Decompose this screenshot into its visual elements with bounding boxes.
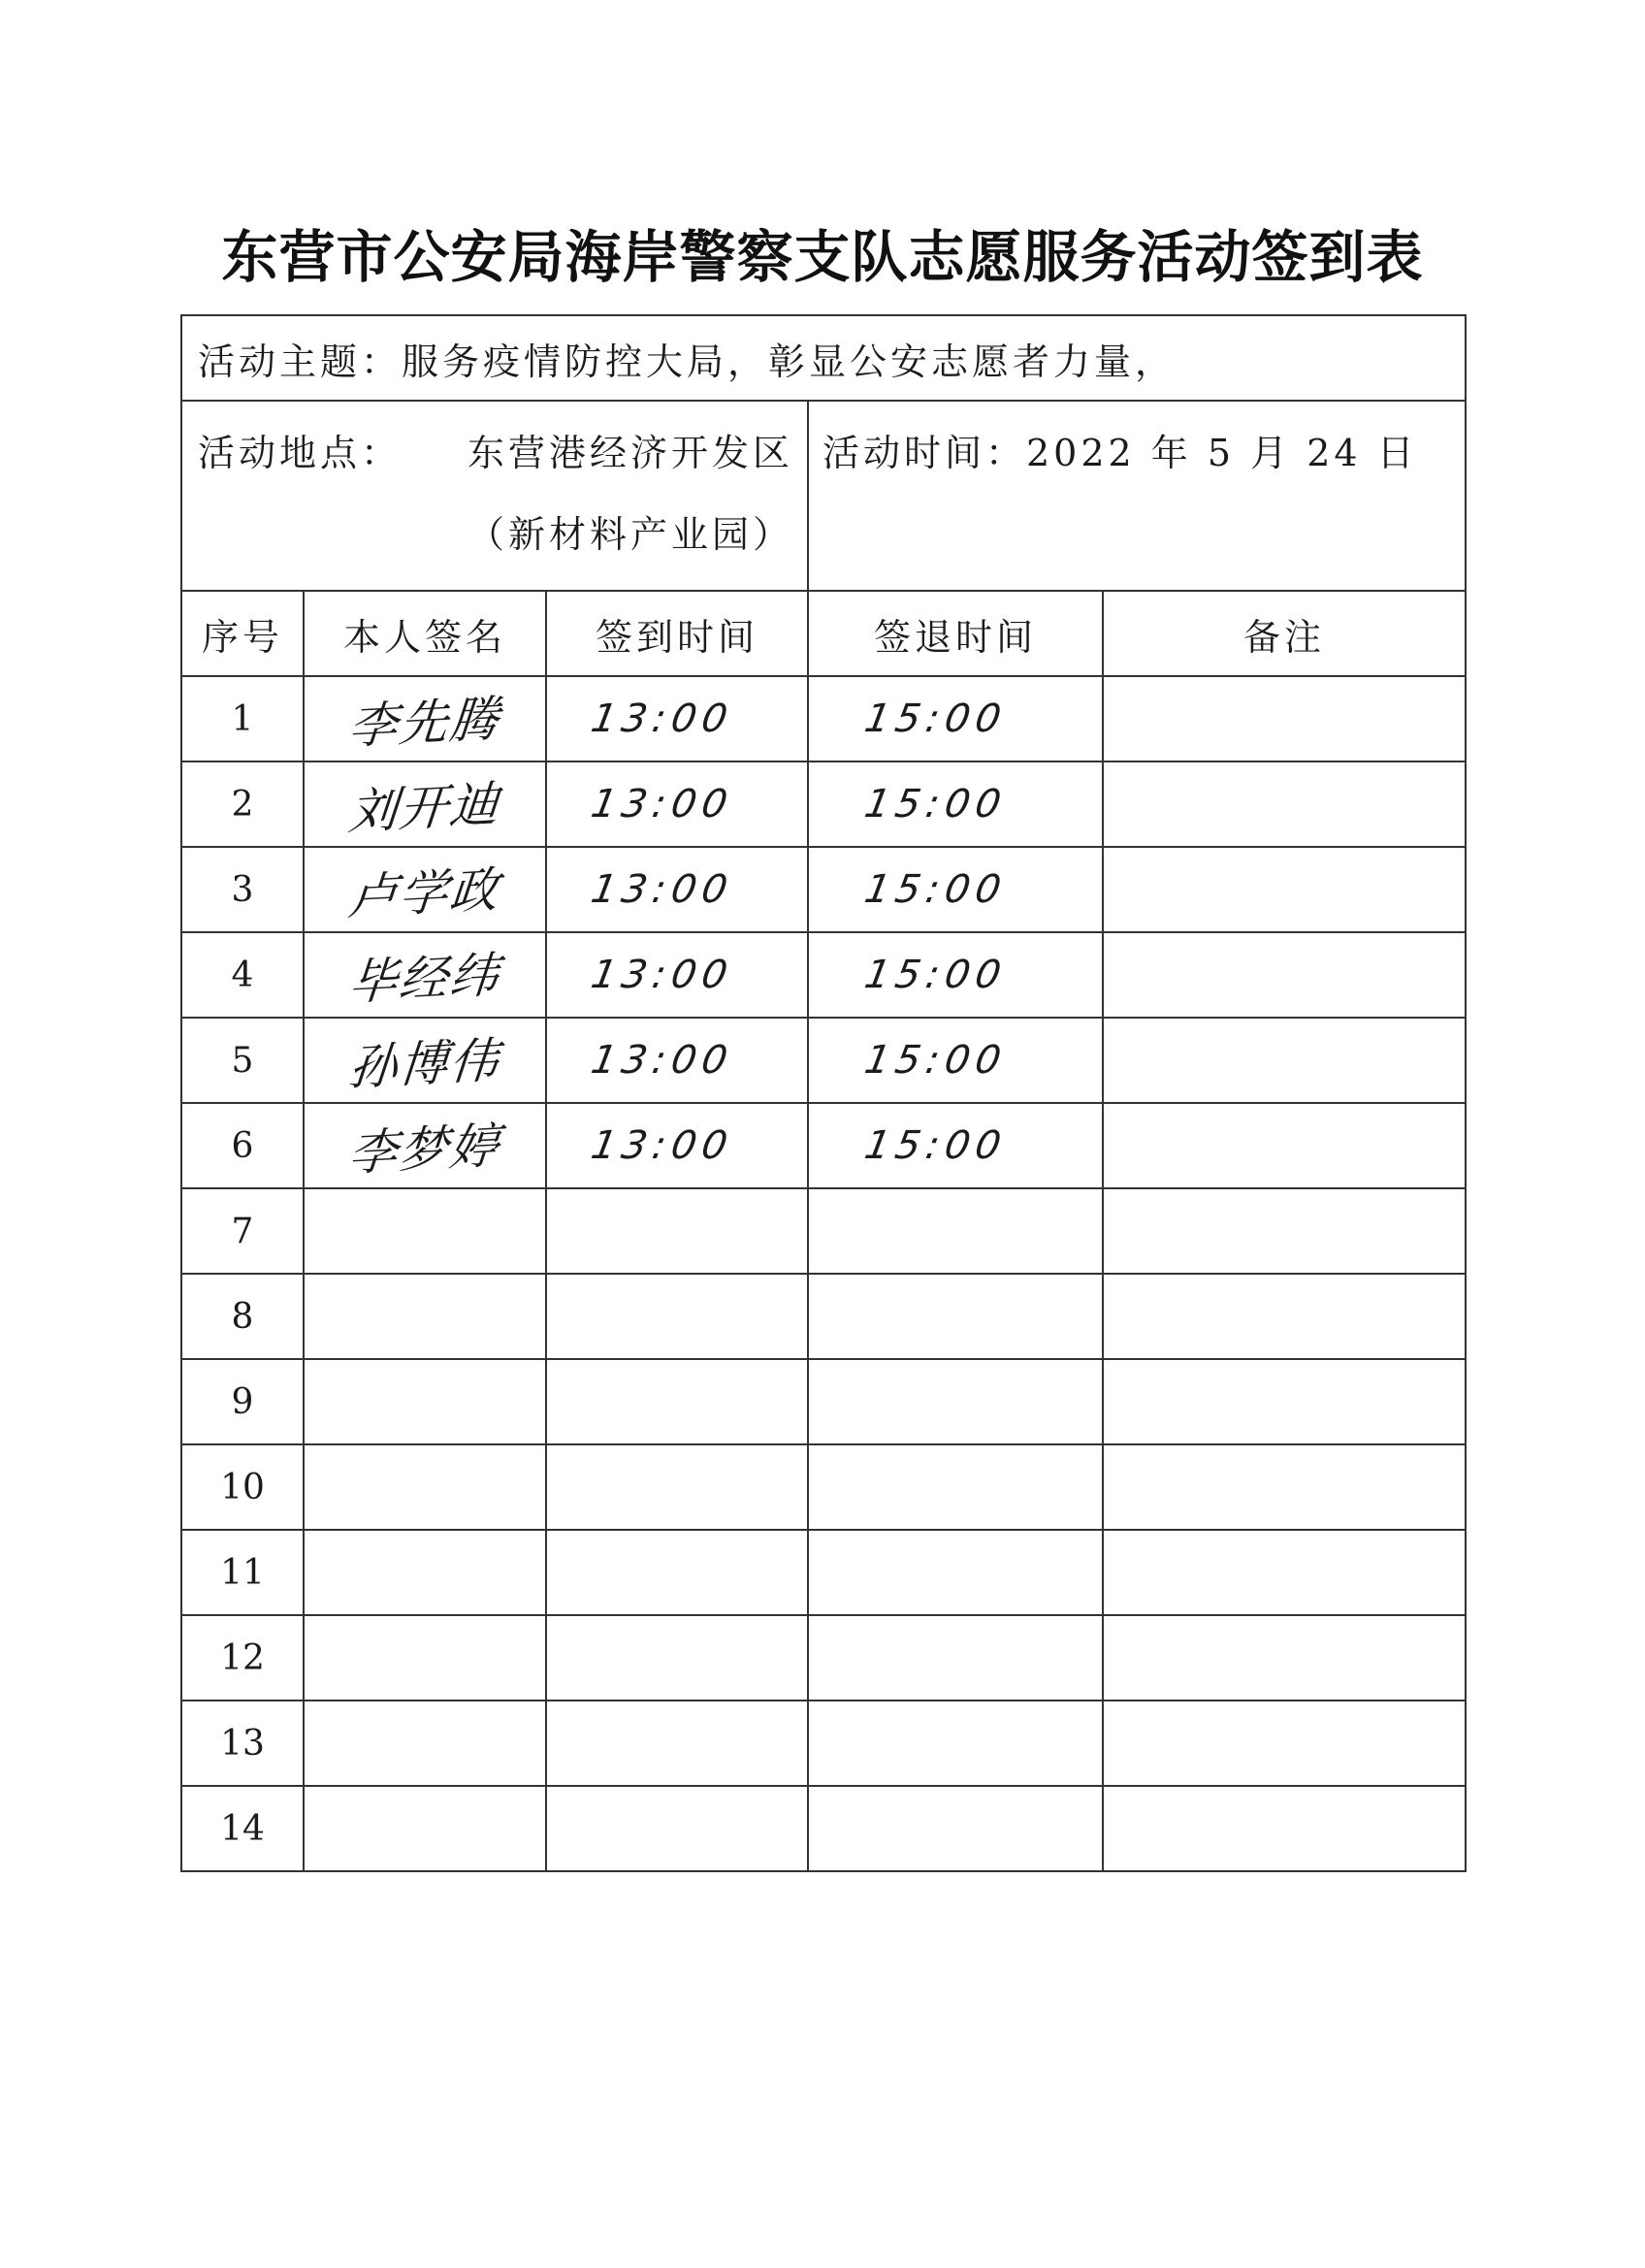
row-seq-cell bbox=[181, 847, 304, 932]
header-checkin-time: 签到时间 bbox=[546, 591, 808, 676]
row-signature-cell bbox=[304, 1530, 546, 1615]
row-seq: 12 bbox=[220, 1637, 265, 1678]
row-checkin-time: 13:00 bbox=[588, 953, 737, 997]
table-row bbox=[181, 1444, 1466, 1530]
row-seq-cell bbox=[181, 1103, 304, 1188]
row-checkout-time-cell bbox=[808, 1188, 1103, 1274]
row-signature: 刘开迪 bbox=[346, 775, 503, 841]
row-signature-cell bbox=[304, 761, 546, 847]
row-checkin-time: 13:00 bbox=[588, 1038, 737, 1083]
row-checkout-time: 15:00 bbox=[861, 1123, 1011, 1168]
row-seq: 1 bbox=[231, 698, 254, 739]
row-checkin-time-cell bbox=[546, 1701, 808, 1786]
row-seq: 13 bbox=[220, 1723, 265, 1764]
row-seq: 5 bbox=[231, 1040, 254, 1081]
row-checkin-time-cell bbox=[546, 1615, 808, 1701]
table-row bbox=[181, 1359, 1466, 1444]
row-remarks-cell bbox=[1103, 1530, 1466, 1615]
row-signature-cell bbox=[304, 1359, 546, 1444]
row-checkout-time: 15:00 bbox=[861, 953, 1011, 997]
row-checkout-time-cell bbox=[808, 1701, 1103, 1786]
table-row bbox=[181, 1274, 1466, 1359]
table-row bbox=[181, 1018, 1466, 1103]
row-signature-cell bbox=[304, 932, 546, 1018]
row-signature-cell bbox=[304, 676, 546, 761]
place-time-row bbox=[181, 401, 1466, 591]
row-signature-cell bbox=[304, 1018, 546, 1103]
row-checkout-time-cell bbox=[808, 1615, 1103, 1701]
row-signature: 李先腾 bbox=[346, 690, 503, 756]
row-checkout-time-cell bbox=[808, 761, 1103, 847]
row-remarks-cell bbox=[1103, 1188, 1466, 1274]
row-checkout-time-cell bbox=[808, 932, 1103, 1018]
row-remarks-cell bbox=[1103, 1274, 1466, 1359]
table-row bbox=[181, 1530, 1466, 1615]
row-seq-cell bbox=[181, 1786, 304, 1871]
row-checkout-time-cell bbox=[808, 1103, 1103, 1188]
row-checkin-time-cell bbox=[546, 1786, 808, 1871]
row-seq-cell bbox=[181, 761, 304, 847]
row-checkout-time-cell bbox=[808, 1530, 1103, 1615]
row-signature-cell bbox=[304, 1103, 546, 1188]
row-signature: 卢学政 bbox=[346, 860, 503, 926]
row-remarks-cell bbox=[1103, 847, 1466, 932]
row-checkout-time-cell bbox=[808, 1274, 1103, 1359]
row-checkout-time-cell bbox=[808, 1359, 1103, 1444]
row-seq-cell bbox=[181, 1359, 304, 1444]
row-seq: 9 bbox=[231, 1381, 254, 1422]
row-checkin-time-cell bbox=[546, 1359, 808, 1444]
document-title: 东营市公安局海岸警察支队志愿服务活动签到表 bbox=[221, 224, 1424, 290]
row-checkin-time: 13:00 bbox=[588, 867, 737, 912]
table-row bbox=[181, 932, 1466, 1018]
row-checkout-time: 15:00 bbox=[861, 1038, 1011, 1083]
row-signature: 毕经纬 bbox=[346, 946, 503, 1012]
activity-topic: 活动主题：服务疫情防控大局，彰显公安志愿者力量， bbox=[181, 315, 1466, 401]
table-row bbox=[181, 1701, 1466, 1786]
row-remarks-cell bbox=[1103, 932, 1466, 1018]
table-row bbox=[181, 676, 1466, 761]
row-remarks-cell bbox=[1103, 1018, 1466, 1103]
row-checkout-time-cell bbox=[808, 676, 1103, 761]
row-checkin-time: 13:00 bbox=[588, 697, 737, 741]
row-seq: 6 bbox=[231, 1125, 254, 1166]
row-seq-cell bbox=[181, 1530, 304, 1615]
row-checkout-time: 15:00 bbox=[861, 867, 1011, 912]
row-signature-cell bbox=[304, 1188, 546, 1274]
header-signature: 本人签名 bbox=[304, 591, 546, 676]
table-row bbox=[181, 1103, 1466, 1188]
row-checkin-time-cell bbox=[546, 1018, 808, 1103]
row-checkout-time-cell bbox=[808, 847, 1103, 932]
row-remarks-cell bbox=[1103, 1615, 1466, 1701]
row-checkout-time-cell bbox=[808, 1018, 1103, 1103]
row-seq-cell bbox=[181, 1701, 304, 1786]
row-checkin-time-cell bbox=[546, 1188, 808, 1274]
row-signature-cell bbox=[304, 1444, 546, 1530]
place-label: 活动地点： bbox=[198, 432, 403, 474]
topic-row bbox=[181, 315, 1466, 401]
row-remarks-cell bbox=[1103, 676, 1466, 761]
row-signature-cell bbox=[304, 1786, 546, 1871]
row-checkin-time-cell bbox=[546, 676, 808, 761]
row-seq-cell bbox=[181, 1444, 304, 1530]
activity-place-cell bbox=[181, 401, 808, 591]
header-seq: 序号 bbox=[181, 591, 304, 676]
table-row bbox=[181, 1615, 1466, 1701]
table-header-row bbox=[181, 591, 1466, 676]
row-remarks-cell bbox=[1103, 1103, 1466, 1188]
row-seq: 10 bbox=[220, 1467, 265, 1507]
row-checkin-time-cell bbox=[546, 1103, 808, 1188]
row-checkin-time-cell bbox=[546, 761, 808, 847]
header-remarks: 备注 bbox=[1103, 591, 1466, 676]
row-seq-cell bbox=[181, 1615, 304, 1701]
sign-in-table bbox=[180, 314, 1467, 1872]
row-checkout-time-cell bbox=[808, 1444, 1103, 1530]
row-seq-cell bbox=[181, 1018, 304, 1103]
row-seq: 8 bbox=[231, 1296, 254, 1337]
row-checkin-time: 13:00 bbox=[588, 782, 737, 826]
row-checkout-time: 15:00 bbox=[861, 782, 1011, 826]
row-seq: 4 bbox=[231, 955, 254, 995]
row-checkin-time-cell bbox=[546, 932, 808, 1018]
row-signature-cell bbox=[304, 1615, 546, 1701]
row-checkin-time: 13:00 bbox=[588, 1123, 737, 1168]
row-seq: 3 bbox=[231, 869, 254, 910]
row-remarks-cell bbox=[1103, 1701, 1466, 1786]
row-seq-cell bbox=[181, 1188, 304, 1274]
row-checkin-time-cell bbox=[546, 847, 808, 932]
header-checkout-time: 签退时间 bbox=[808, 591, 1103, 676]
place-value-line2: （新材料产业园） bbox=[467, 513, 793, 556]
table-row bbox=[181, 1188, 1466, 1274]
row-remarks-cell bbox=[1103, 1359, 1466, 1444]
row-seq: 2 bbox=[231, 784, 254, 825]
row-seq: 14 bbox=[220, 1808, 265, 1849]
row-checkin-time-cell bbox=[546, 1530, 808, 1615]
row-seq-cell bbox=[181, 676, 304, 761]
row-signature-cell bbox=[304, 1701, 546, 1786]
row-signature-cell bbox=[304, 1274, 546, 1359]
row-remarks-cell bbox=[1103, 1786, 1466, 1871]
row-signature: 李梦婷 bbox=[346, 1117, 503, 1183]
row-signature-cell bbox=[304, 847, 546, 932]
row-seq: 11 bbox=[220, 1552, 265, 1593]
row-remarks-cell bbox=[1103, 761, 1466, 847]
row-seq: 7 bbox=[231, 1211, 254, 1251]
table-row bbox=[181, 1786, 1466, 1871]
table-row bbox=[181, 847, 1466, 932]
row-checkout-time-cell bbox=[808, 1786, 1103, 1871]
row-checkin-time-cell bbox=[546, 1444, 808, 1530]
row-seq-cell bbox=[181, 1274, 304, 1359]
activity-time: 活动时间：2022 年 5 月 24 日 bbox=[808, 401, 1466, 591]
table-row bbox=[181, 761, 1466, 847]
row-remarks-cell bbox=[1103, 1444, 1466, 1530]
row-checkin-time-cell bbox=[546, 1274, 808, 1359]
row-seq-cell bbox=[181, 932, 304, 1018]
row-checkout-time: 15:00 bbox=[861, 697, 1011, 741]
place-value: 东营港经济开发区 bbox=[467, 432, 793, 474]
row-signature: 孙博伟 bbox=[346, 1031, 503, 1097]
